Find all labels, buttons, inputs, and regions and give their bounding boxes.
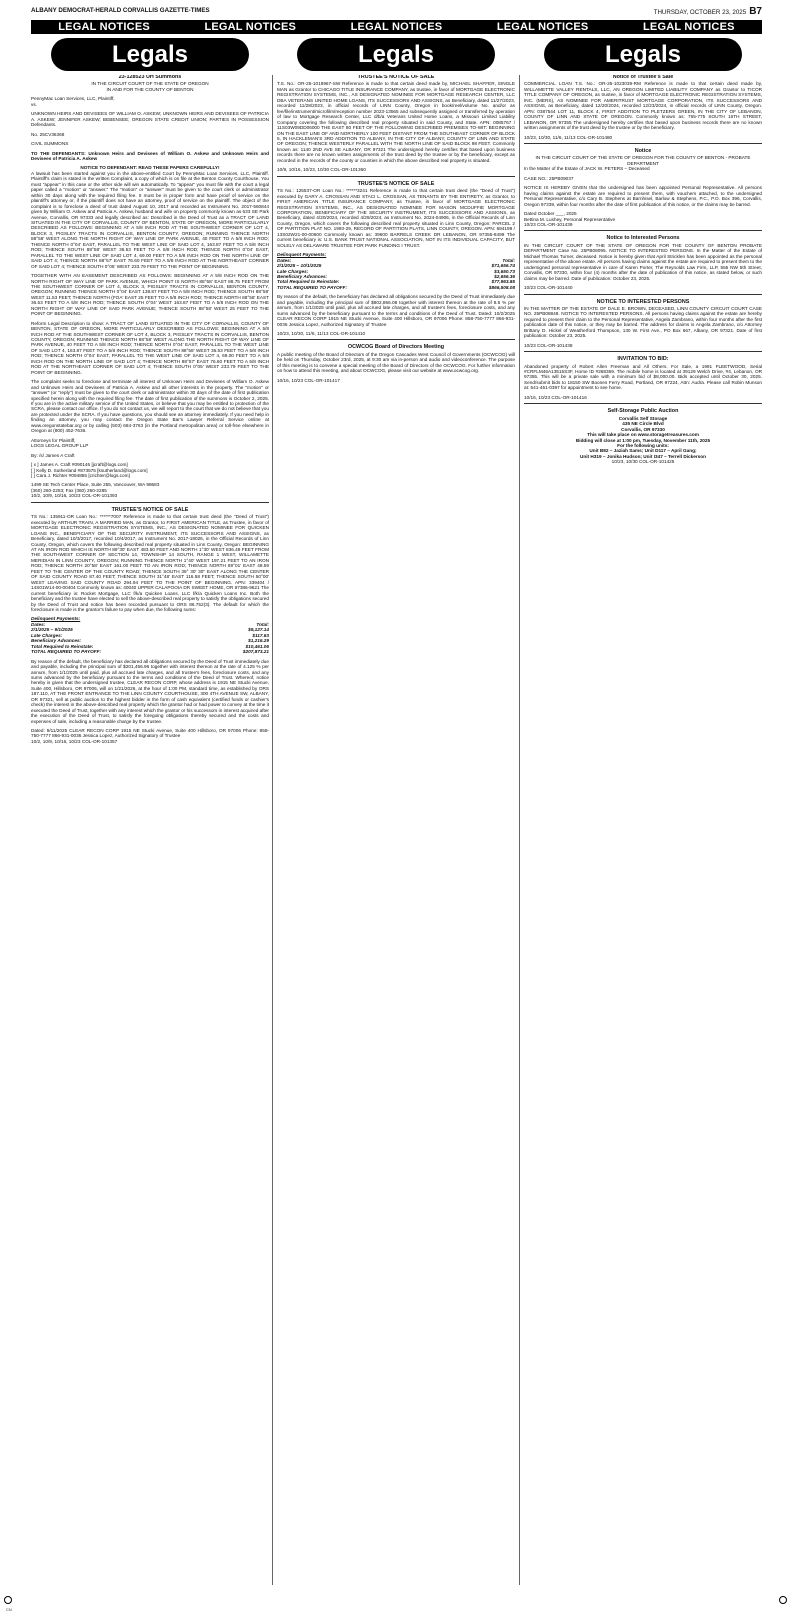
lawyer: [ ] Kelly D. Sutherland #873575 [ksutherland@logs.com] — [31, 467, 148, 473]
table-cell: 2/1/2025 – 10/1/2025 — [277, 263, 322, 269]
notice-title: TRUSTEE'S NOTICE OF SALE — [357, 180, 435, 187]
table-cell: $1,216.29 — [248, 638, 269, 644]
law-firm: LOGS LEGAL GROUP LLP — [31, 443, 89, 449]
notice-divider — [524, 230, 762, 231]
plaintiff: PennyMac Loan Services, LLC, Plaintiff, — [31, 96, 115, 102]
notice-body: IN THE MATTER OF THE ESTATE OF DALE E. BROWN, DECEASED, LINN COUNTY CIRCUIT COURT CASE NO. 25PB08848. NOTICE TO INTERESTED PERSONS. All persons having claims against the estate are hereby required to present their claim to the Personal Representative, Angela Zambrano, within four months after the first publication date of this notice, or they may be barred. The address for claims is Angela Zambrano, c/o Attorney Brittany D. Hickel of Weatherford Thompson, 130 W. First Ave., PO Box 667, Albany, OR 97321. Date of first publication: October 23, 2025. — [524, 305, 762, 339]
notice-title: Notice — [634, 147, 652, 154]
column-3 — [524, 75, 762, 1585]
legal-notices-label: LEGAL NOTICES — [496, 21, 589, 33]
auction-line: Corvallis, OR 97330 — [621, 426, 665, 432]
auction-notice — [524, 409, 762, 465]
registration-mark-icon — [4, 1596, 12, 1604]
summons-notice — [31, 75, 269, 499]
notice-title: TRUSTEE'S NOTICE OF SALE — [111, 506, 189, 513]
legals-pill: Legals — [51, 38, 249, 71]
reform-body: Reform Legal Description to show: A TRACT OF LAND SITUATED IN THE CITY OF CORVALLIS, COUNTY OF BENTON, STATE OF OREGON, MORE PARTICULARLY DESCRIBED AS FOLLOWS: BEGINNING AT A 5/8 INCH ROD AT THE SOUTHWEST CORNER OF LOT 4, BLOCK 3, PIGSLEY TRACTS IN CORVALLIS, BENTON COUNTY, OREGON; RUNNING THENCE NORTH 88°58' WEST ALONG THE NORTH RIGHT OF WAY LINE OF PARK AVENUE, 40 FEET TO A 5/8 INCH ROD; THENCE NORTH 0°04' EAST, PARALLEL TO THE WEST LINE OF SAID LOT 4, 163.87 FEET TO A 5/8 INCH ROD; THENCE SOUTH 88°58' WEST 36.53 FEET TO A 5/8 INCH ROD; THENCE NORTH 0°04' EAST, PARALLEL TO THE WEST LINE OF SAID LOT 4, 69.00 FEET TO A 5/8 INCH ROD ON THE NORTH LINE OF SAID LOT 4; THENCE NORTH 88°57' EAST 76.60 FEET TO A 5/8 INCH ROD AT THE NORTHEAST CORNER OF SAID LOT 4; THENCE SOUTH 0°05' WEST 233.79 FEET TO THE POINT OF BEGINNING. — [31, 320, 269, 375]
notice-title: TRUSTEE'S NOTICE OF SALE — [357, 75, 435, 80]
table-cell: $10,461.06 — [245, 643, 269, 649]
versus: vs. — [31, 101, 37, 107]
interested-persons-notice — [524, 300, 762, 349]
auction-line: This will take place on www.storagetreasures.com — [587, 432, 699, 438]
case-number: No. 25CV36368 — [31, 131, 65, 137]
legals-pill: Legals — [297, 38, 495, 71]
table-cell: $117.63 — [252, 632, 269, 638]
payment-table — [31, 622, 269, 655]
notice-divider — [524, 294, 762, 295]
lawyer: [ ] Cara J. Richter #094855 [crichter@logs.com] — [31, 473, 130, 478]
notice-divider — [524, 351, 762, 352]
notice-title: INVITATION TO BID: — [617, 356, 669, 363]
run-dates: 10/23 COL-OR-101438 — [524, 342, 573, 348]
run-dates: 10/9, 10/16, 10/23, 10/30 COL-OR-101360 — [277, 167, 366, 173]
summons-body: A lawsuit has been started against you in the above-entitled Court by PennyMac Loan Services, LLC, Plaintiff. Plaintiff's claim is stated in the written Complaint, a copy of which is on file at the Benton County Courthouse. You must "appear" in this case or the other side will win automatically. To "appear" you must file with the court a legal paper called a "motion" or "answer." The "motion" or "answer" must be given to the court clerk or administrator within 30 days along with the required filing fee. It must be in proper form and have proof of service on the plaintiff's attorney or, if the plaintiff does not have an attorney, proof of service on the plaintiff. The object of the complaint is to foreclose a deed of trust dated August 10, 2017 and recorded as Instrument No. 2017-560844 given by William O. Askew and Patricia A. Askew, husband and wife on property commonly known as 633 SE Park Avenue, Corvallis, OR 97333 and legally described as: Described in the Deed of Trust as a TRACT OF LAND SITUATED IN THE CITY OF CORVALLIS, COUNTY OF BENTON, STATE OF OREGON, MORE PARTICULARLY DESCRIBED AS FOLLOWS: BEGINNING AT A 5/8 INCH ROD AT THE SOUTHWEST CORNER OF LOT 4, BLOCK 3, PIGSLEY TRACTS IN CORVALLIS, BENTON COUNTY, OREGON; RUNNING THENCE NORTH 88°58' WEST ALONG THE NORTH RIGHT OF WAY LINE OF PARK AVENUE, 40 FEET TO A 5/8 INCH ROD; THENCE NORTH 0°04' EAST, PARALLEL TO THE WEST LINE OF SAID LOT 4, 163.87 FEET TO A 5/8 INCH ROD; THENCE SOUTH 88°58' WEST 36.53 FEET TO A 5/8 INCH ROD; THENCE NORTH 0°04' EAST, PARALLEL TO THE WEST LINE OF SAID LOT 4, 69.00 FEET TO A 5/8 INCH ROD ON THE NORTH LINE OF SAID LOT 4; THENCE NORTH 88°57' EAST 76.60 FEET TO A 5/8 INCH ROD AT THE NORTHEAST CORNER OF SAID LOT 4; THENCE SOUTH 0°05' WEST 233.79 FEET TO THE POINT OF BEGINNING. — [31, 170, 269, 269]
notice-divider — [524, 403, 762, 404]
legal-notices-bar — [31, 20, 762, 34]
notice-body: T.S. No.: OR-25-1018967-SW Reference is made to that certain deed made by, MICHAEL SHAFFER, SINGLE MAN as Grantor to CHICAGO TITLE INSURANCE COMPANY, as trustee, in favor of MORTGAGE ELECTRONIC REGISTRATION SYSTEMS, INC., AS DESIGNATED NOMINEE FOR MORTGAGE RESEARCH CENTER, LLC DBA VETERANS UNITED HOME LOANS, ITS SUCCESSORS AND ASSIGNS, as Beneficiary, dated 11/27/2023, recorded 11/28/2023, in official records of LINN County, Oregon in book/reel/volume No. and/or as fee/file/instrument/microfilm/reception number 2023-13565 and subsequently assigned or transferred by operation of law to Mortgage Research Center, LLC d/b/a Veterans United Home Loans, a Missouri Limited Liability Company covering the following described real property situated in said County, and State. APN: 0085767 / 11S03W09DD06000 THE EAST 80 FEET OF THE FOLLOWING DESCRIBED PREMISES TO-WIT: BEGINNING ON THE EAST LINE OF AND NORTHERLY 100 FEET DISTANT FROM THE SOUTHEAST CORNER OF BLOCK 5, IN HACKLEMAN'S 3RD ADDITION TO ALBANY, IN THE CITY OF ALBANY, COUNTY OF LINN AND STATE OF OREGON; THENCE WESTERLY PARALLEL WITH THE NORTH LINE OF SAID BLOCK 98 FEET. Commonly known as: 1140 2ND AVE SE ALBANY, OR 97321 The undersigned hereby certifies that based upon business records there are no known written assignments of the trust deed by the trustee or by the beneficiary, except as recorded in the records of the county or counties in which the above described real property is situated. — [277, 81, 515, 163]
firm-phone: (360) 260-2253; Fax (360) 260-2285 — [31, 487, 107, 493]
auction-line: Unit H319 – Jonika Hudson; Unit I347 – Terrell Dickerson — [580, 453, 706, 459]
auction-line: Corvallis Self Storage — [618, 415, 668, 421]
complaint-body: The complaint seeks to foreclose and terminate all interest of Unknown Heirs and Devisees of William O. Askew and Unknown Heirs and Devisees of Patricia A. Askew and all other interests in the property. The "motion" or "answer" (or "reply") must be given to the court clerk or administrator within 30 days of the date of first publication specified herein along with the required filing fee. The date of first publication of the summons is October 2, 2025. If you are in the active military service of the United States, or believe that you may be entitled to protection of the SCRA, please contact our office. If you do not contact us, we will report to the court that we do not believe that you are protected under the SCRA. If you have questions, you should see an attorney immediately. If you need help in finding an attorney, you may contact the Oregon State Bar's Lawyer Referral Service online at www.oregonstatebar.org or by calling (503) 684-3763 (in the Portland metropolitan area) or toll-free elsewhere in Oregon at (800) 452-7636. — [31, 379, 269, 434]
legal-notices-label: LEGAL NOTICES — [643, 21, 735, 33]
run-dates: 10/16, 10/23 COL-OR-101417 — [277, 377, 340, 383]
table-cell: TOTAL REQUIRED TO PAYOFF: — [31, 649, 102, 655]
legals-banner — [31, 37, 762, 72]
column-divider — [519, 75, 520, 1585]
table-cell: $2,656.36 — [494, 273, 515, 279]
table-cell: $207,873.21 — [242, 649, 269, 655]
run-dates: 10/23, 10/30 COL-OR-101425 — [611, 459, 675, 465]
date: THURSDAY, OCTOBER 23, 2025 — [653, 9, 747, 16]
notice-title: Notice of Trustee's Sale — [612, 75, 674, 80]
to-defendants: TO THE DEFENDANTS: Unknown Heirs and Devisees of William O. Askew and Unknown Heirs and Devisees of Patricia A. Askew — [31, 150, 269, 161]
notice-title: Notice to Interested Persons — [606, 235, 680, 242]
estate-name: In the Matter of the Estate of JACK W. PETERS – Deceased — [524, 166, 650, 172]
trustee-notice — [31, 508, 269, 745]
column-1 — [31, 75, 269, 1585]
table-cell: Late Charges: — [31, 632, 63, 638]
ocwcog-notice — [277, 345, 515, 383]
table-cell: Beneficiary Advances: — [31, 638, 82, 644]
table-cell: Late Charges: — [277, 268, 309, 274]
delinquent-label: Delinquent Payments: — [277, 252, 327, 258]
notice-body: TS No.: 135911-OR Loan No.: ******7007 Reference is made to that certain trust deed (the "Deed of Trust") executed by ARTHUR TRAIN, A MARRIED MAN, as Grantor, to FIRST AMERICAN TITLE, as Trustee, in favor of MORTGAGE ELECTRONIC REGISTRATION SYSTEMS, INC., AS DESIGNATED NOMINEE FOR QUICKEN LOANS INC., BENEFICIARY OF THE SECURITY INSTRUMENT, ITS SUCCESSORS AND ASSIGNS, as Beneficiary, dated 10/3/2017, recorded 10/4/2017, as Instrument No. 2017-18026, in the Official Records of Linn County, Oregon, which covers the following described real property situated in Linn County, Oregon: BEGINNING AT AN IRON ROD WHICH IS NORTH 89°30' EAST 483.50 FEET AND NORTH 1°30' WEST 836.49 FEET FROM THE SOUTHWEST CORNER OF SECTION 14, TOWNSHIP 14 SOUTH, RANGE 1 WEST, WILLAMETTE MERIDIAN IN LINN COUNTY, OREGON; RUNNING THENCE NORTH 1°40' WEST 197.21 FEET TO AN IRON ROD; THENCE NORTH 20°58' EAST 161.00 FEET TO AN IRON ROD; THENCE NORTH 89°01' EAST 48.59 FEET TO THE CENTER OF THE COUNTY ROAD; THENCE SOUTH 38° 30' 30" EAST ALONG THE CENTER OF SAID COUNTY ROAD 87.40 FEET; THENCE SOUTH 31°48' EAST 116.58 FEET; THENCE SOUTH 50°00' WEST LEAVING SAID COUNTY ROAD 294.94 FEET TO THE POINT OF BEGINNING. APN: 339404 / 14S01W14-00-00404 Commonly known as: 40040 UPPER CALAPOOIA DR SWEET HOME, OR 97386-9621 The current beneficiary is: Rocket Mortgage, LLC f/k/a Quicken Loans, LLC f/k/a Quicken Loans Inc. Both the beneficiary and the trustee have elected to sell the above-described real property to satisfy the obligations secured by the Deed of Trust and notice has been recorded pursuant to ORS 86.752(3). The default for which the foreclosure is made is the grantor's failure to pay when due, the following sums: — [31, 514, 269, 612]
case-number: CASE NO.: 25PB09037 — [524, 175, 574, 181]
notice-title: 23-128523 UH Summons — [118, 75, 182, 80]
table-cell: $77,963.85 — [491, 279, 515, 285]
payment-table — [277, 258, 515, 291]
table-cell: Dates: — [31, 621, 46, 627]
table-cell: Total: — [256, 621, 269, 627]
notice-body: IN THE CIRCUIT COURT OF THE STATE OF OREGON FOR THE COUNTY OF BENTON PROBATE DEPARTMENT Case No. 25PB08095. NOTICE TO INTERESTED PERSONS. In the Matter of the Estate of Michael Thomas Turner, deceased. Notice is hereby given that April Stricklen has been appointed as the personal representative of the above estate. All persons having claims against the estate are required to present them to the undersigned personal representative in care of Karen Porter, The Reynolds Law Firm, LLP, 555 NW 5th Street, Corvallis, OR 97330, within four (4) months after the date of publication of this notice, as stated below, or such claims may be barred. Date of publication: October 23, 2025. — [524, 242, 762, 281]
civil-summons: CIVIL SUMMONS — [31, 141, 69, 147]
page-number: B7 — [749, 6, 762, 17]
notice-heading: NOTICE TO DEFENDANT: READ THESE PAPERS CAREFULLY! — [80, 165, 220, 171]
defendants: UNKNOWN HEIRS AND DEVISEES OF WILLIAM O. ASKEW; UNKNOWN HEIRS AND DEVISEES OF PATRICIA A. ASKEW; JENNIFER ASKEW; BEBENSEE; OREGON STATE CREDIT UNION; PARTIES IN POSSESSION Defendants. — [31, 111, 269, 128]
county-name: IN AND FOR THE COUNTY OF BENTON — [106, 86, 194, 92]
court-name: IN THE CIRCUIT COURT OF THE STATE OF OREGON — [91, 81, 209, 87]
trustee-notice — [277, 182, 515, 337]
notice-body: COMMERCIAL LOAN T.S. No.: OR-25-1023039-RM Reference is made to that certain deed made by, WILLAMETTE VALLEY RENTALS, LLC, AN OREGON LIMITED LIABILITY COMPANY as Grantor to TICOR TITLE COMPANY OF OREGON, as trustee, in favor of MORTGAGE ELECTRONIC REGISTRATION SYSTEMS, INC. (MERS), AS NOMINEE FOR AMERITRUST MORTGAGE CORPORATION, ITS SUCCESSORS AND ASSIGNS, as Beneficiary, dated 12/20/2024, recorded 12/23/2024, in official records of LINN County, Oregon. APN: 0387544 LOT 11, BLOCK 4, FIRST ADDITION TO PLETZERS GREEN, IN THE CITY OF LEBANON, COUNTY OF LINN AND STATE OF OREGON. Commonly known as: 765-775 SOUTH 16TH STREET, LEBANON, OR 97355 The undersigned hereby certifies that based upon business records there are no known written assignments of the trust deed by the trustee or by the beneficiary. — [524, 81, 762, 131]
run-dates: 10/16, 10/23 COL-OR-101416 — [524, 394, 587, 400]
signer: Bettina M. Lushey, Personal Representative — [524, 216, 616, 222]
table-cell: Total: — [502, 257, 515, 263]
column-divider — [272, 75, 273, 1585]
attorneys-label: Attorneys for Plaintiff, — [31, 437, 76, 443]
table-cell: Beneficiary Advances: — [277, 273, 328, 279]
run-dates: 10/2, 10/9, 10/16, 10/23 COL-OR-101357 — [31, 738, 118, 744]
table-cell: 2/1/2025 – 9/1/2025 — [31, 627, 73, 633]
bid-notice — [524, 357, 762, 400]
notice-divider — [277, 339, 515, 340]
notice-footer: Dated: 9/11/2025 CLEAR RECON CORP 1915 NE Stucki Avenue, Suite 400 Hillsboro, OR 97006 Phone: 858-750-7777 866-931-0036 Jessica Lopez, Authorized Signatory of Trustee — [31, 728, 269, 739]
run-dates: 10/23, 10/30, 11/6, 11/13 COL-OR-101480 — [524, 134, 613, 140]
table-cell: $3,650.73 — [494, 268, 515, 274]
notice-title: NOTICE TO INTERESTED PERSONS — [596, 298, 690, 305]
table-cell: Total Required to Reinstate: — [277, 279, 340, 285]
table-cell: $866,508.08 — [488, 284, 515, 290]
auction-line: For the following units: — [617, 443, 669, 449]
legal-notices-label: LEGAL NOTICES — [58, 21, 150, 33]
masthead-text: ALBANY DEMOCRAT-HERALD CORVALLIS GAZETTE-TIMES — [31, 7, 210, 14]
auction-line: 435 NE Circle Blvd — [622, 421, 664, 427]
court-name: IN THE CIRCUIT COURT OF THE STATE OF OREGON FOR THE COUNTY OF BENTON - PROBATE DEPARTMENT — [535, 155, 751, 166]
notice-title: Self-Storage Public Auction — [607, 408, 679, 415]
legals-pill: Legals — [544, 38, 742, 71]
notice-body: By reason of the default, the beneficiary has declared all obligations secured by the Deed of Trust immediately due and payable, including the principal sum of $201,456.96 together with interest thereon at the rate of 4.125 % per annum, from 1/1/2025 until paid, plus all accrued late charges, and all trustee's fees, foreclosure costs, and any sums advanced by the beneficiary pursuant to the terms and conditions of the Deed of Trust. Whereof, notice hereby is given that the undersigned trustee, CLEAR RECON CORP, whose address is 1915 NE Stucki Avenue, Suite 400, Hillsboro, OR 97006, will on 1/21/2026, at the hour of 1:00 PM, standard time, as established by ORS 187.110, AT THE FRONT ENTRANCE TO THE LINN COUNTY COURTHOUSE, 300 4TH AVENUE SW, ALBANY, OR 97321, sell at public auction to the highest bidder in the form of cash equivalent (certified funds or cashier's check) the interest in the above-described real property which the grantor had or had power to convey at the time it executed the Deed of Trust, together with any interest which the grantor or his successors in interest acquired after the execution of the Deed of Trust, to satisfy the foregoing obligations thereby secured and the costs and expenses of sale, including a reasonable charge by the trustee. — [31, 658, 269, 724]
table-cell: Dates: — [277, 257, 292, 263]
run-dates: 10/23 COL-OR-101439 — [524, 221, 573, 227]
run-dates: 10/23 COL-OR-101440 — [524, 285, 573, 291]
trustee-notice — [524, 75, 762, 140]
signature: By: /s/ James A Craft — [31, 452, 75, 458]
notice-body: TS No.: 125537-OR Loan No.: ******3241 Reference is made to that certain trust deed (the "Deed of Trust") executed by GARY A. CROSSAN AND STACI L. CROSSAN, AS TENANTS BY THE ENTIRETY, as Grantor, to FIRST AMERICAN TITLE INSURANCE COMPANY, as Trustee, in favor of MORTGAGE ELECTRONIC REGISTRATION SYSTEMS, INC., AS DESIGNATED NOMINEE FOR MASON MCDUFFIE MORTGAGE CORPORATION, BENEFICIARY OF THE SECURITY INSTRUMENT, ITS SUCCESSORS AND ASSIGNS, as Beneficiary, dated 4/20/2024, recorded 4/29/2024, as Instrument No. 2024-04906, in the Official Records of Linn County, Oregon, which covers the following described real property situated in Linn County, Oregon: PARCEL 2 OF PARTITION PLAT NO. 1993-29, RECORD OF PARTITION PLATS, LINN COUNTY, OREGON. APN: 694199 / 13S02W21-00-00600 Commonly known as: 39600 BARRELS CREEK DR LEBANON, OR 97355-8499 The current beneficiary is: U.S. BANK TRUST NATIONAL ASSOCIATION, NOT IN ITS INDIVIDUAL CAPACITY, BUT SOLELY AS DELAWARE TRUSTEE FOR PARK FUNDING I TRUST. — [277, 188, 515, 248]
delinquent-label: Delinquent Payments: — [31, 616, 81, 622]
notice-divider — [31, 502, 269, 503]
notice-divider — [524, 143, 762, 144]
auction-line: Bidding will close at 1:00 pm, Tuesday, November 11th, 2025 — [575, 437, 711, 443]
auction-line: Unit B82 – Jaziah Sams; Unit D117 – April Gang; — [589, 448, 697, 454]
dated: Dated October ___, 2025 — [524, 211, 577, 217]
firm-address: 1499 SE Tech Center Place, Suite 255, Vancouver, WA 98683 — [31, 482, 160, 488]
page-code: CN — [6, 1607, 12, 1612]
interested-persons-notice — [524, 236, 762, 290]
run-dates: 10/2, 10/9, 10/16, 10/23 COL-OR-101393 — [31, 493, 118, 499]
page-header — [31, 3, 762, 19]
table-cell: TOTAL REQUIRED TO PAYOFF: — [277, 284, 348, 290]
column-2 — [277, 75, 515, 1585]
probate-notice — [524, 149, 762, 227]
table-cell: Total Required to Reinstate: — [31, 643, 94, 649]
lawyer: [ x ] James A. Craft #090146 [jcraft@logs.com] — [31, 462, 128, 468]
trustee-notice — [277, 75, 515, 173]
registration-mark-icon — [779, 1596, 787, 1604]
legal-notices-label: LEGAL NOTICES — [350, 21, 443, 33]
legal-notices-label: LEGAL NOTICES — [204, 21, 297, 33]
notice-body: A public meeting of the Board of Directors of the Oregon Cascades West Council of Governments (OCWCOG) will be held on Thursday, October 23rd, 2025, at 9:30 am via in-person and audio and videoconference. The purpose of this meeting is to convene a special meeting of the Board of Directors of the OCWCOG. For further information on how to attend this meeting, and about OCWCOG, please visit our website at www.ocwcog.org. — [277, 351, 515, 374]
easement-body: TOGETHER WITH AN EASEMENT DESCRIBED AS FOLLOWS: BEGINNING AT A 5/8 INCH ROD ON THE NORTH RIGHT OF WAY LINE OF PARK AVENUE, WHICH POINT IS NORTH 88°58' EAST 88.75 FEET FROM THE SOUTHWEST CORNER OF LOT 4, BLOCK 3, PIGSLEY TRACTS IN CORVALLIS, BENTON COUNTY, OREGON; RUNNING THENCE NORTH 0°04' EAST 138.87 FEET TO A 5/8 INCH ROD; THENCE SOUTH 88°58' WEST 11.53 FEET; THENCE NORTH (FOA' EAST 25 FEET TO A 5/8 INCH ROD; THENCE NORTH 88°58' EAST 36.53 FEET TO A 5/8 INCH ROD; THENCE SOUTH 0°04' WEST 163.87 FEET TO A 5/8 INCH ROD ON THE NORTH RIGHT OF WAY LINE OF SAID PARK AVENUE; THENCE SOUTH 88°58' WEST 25 FEET TO THE POINT OF BEGINNING. — [31, 273, 269, 317]
table-cell: $9,127.14 — [248, 627, 269, 633]
notice-body: By reason of the default, the beneficiary has declared all obligations secured by the Deed of Trust immediately due and payable, including the principal sum of $802,866.08 together with interest thereon at the rate of 8.5 % per annum, from 1/1/2025 until paid, plus all accrued late charges, and all trustee's fees, foreclosure costs, and any sums advanced by the beneficiary pursuant to the terms and conditions of the Deed of Trust. Dated: 10/2/2025 CLEAR RECON CORP 1915 NE Stucki Avenue, Suite 400 Hillsboro, OR 97006 Phone: 858-750-7777 866-931-0036 Jessica Lopez, Authorized Signatory of Trustee — [277, 294, 515, 327]
notice-title: OCWCOG Board of Directors Meeting — [347, 344, 445, 351]
notice-divider — [277, 176, 515, 177]
table-cell: $71,656.74 — [491, 263, 515, 269]
run-dates: 10/23, 10/30, 11/6, 11/13 COL-OR-101410 — [277, 331, 366, 337]
notice-body: NOTICE IS HEREBY GIVEN that the undersigned has been appointed Personal Representative. All persons having claims against the estate are required to present them, with vouchers attached, to the undersigned Personal Representative, c/o Cary B. Stephens at Barnhisel, Barlow & Stephens, P.C., P.O. Box 396, Corvallis, Oregon 97339, within four months after the date of first publication of this notice, or the claims may be barred. — [524, 185, 762, 207]
date-text — [654, 6, 762, 17]
notice-body: Abandoned property of Robert Allen Freeman and All Others. For Sale, a 1991 FLEETWOOD, Serial #CRFLM46A13515S3F, Home ID #268369. The mobile home is located at 39129 Welch Drive, #4, Lebanon, OR 97355. This will be a private sale with a minimum bid of $8,000.00. Bids accepted until October 30, 2025. Send/submit bids to 18150 SW Boones Ferry Road, Portland, OR 97224, Attn: Audra. Please call Robin Munson at: 541-451-0397 for appointment to see home. — [524, 363, 762, 391]
